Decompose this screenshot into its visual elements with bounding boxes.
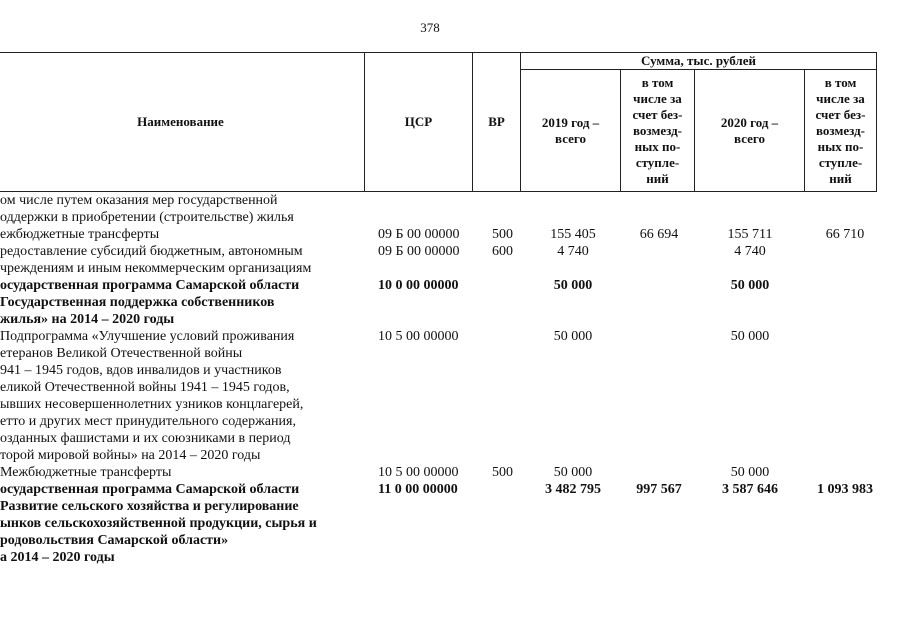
row-2019-total: 50 000 [553, 329, 593, 344]
row-name-line: ом числе путем оказания мер государственной [0, 193, 278, 208]
row-2019-total: 50 000 [553, 278, 593, 293]
row-name-line: родовольствия Самарской области» [0, 533, 229, 548]
row-2020-bezvozmezd: 1 093 983 [817, 482, 873, 497]
table-header [0, 52, 877, 192]
header-line: ных по- [817, 138, 864, 154]
table-row [0, 328, 905, 464]
header-line: числе за [633, 90, 682, 106]
header-name: Наименование [0, 53, 365, 192]
header-2020-total-line: всего [734, 130, 765, 146]
table-row [0, 277, 905, 328]
row-name [0, 192, 362, 226]
header-2019-total [521, 70, 621, 192]
row-name [0, 464, 362, 481]
row-name-line: етто и других мест принудительного содержания, [0, 414, 296, 429]
row-2020-total: 155 711 [727, 227, 773, 242]
header-vr: ВР [473, 53, 521, 192]
table-row [0, 481, 905, 566]
row-name-line: осударственная программа Самарской области [0, 482, 300, 497]
row-2019-total: 155 405 [550, 227, 596, 242]
table-row [0, 243, 905, 277]
row-csr: 10 5 00 00000 [378, 465, 459, 480]
row-csr: 10 5 00 00000 [378, 329, 459, 344]
row-csr: 09 Б 00 00000 [378, 244, 460, 259]
row-name-line: жилья» на 2014 – 2020 годы [0, 312, 175, 327]
header-line: счет без- [815, 106, 866, 122]
table-row [0, 192, 905, 226]
row-name-line: Государственная поддержка собственников [0, 295, 275, 310]
header-2020-total [695, 70, 805, 192]
row-name [0, 328, 362, 464]
header-line: счет без- [632, 106, 683, 122]
header-2020-bezvozmezd [805, 70, 877, 192]
row-name-line: редоставление субсидий бюджетным, автономным [0, 244, 303, 259]
row-vr: 500 [492, 465, 513, 480]
row-2020-total: 50 000 [730, 278, 770, 293]
row-2019-total: 50 000 [553, 465, 593, 480]
row-name-line: етеранов Великой Отечественной войны [0, 346, 243, 361]
row-2019-total: 4 740 [557, 244, 589, 259]
row-name-line: чреждениям и иным некоммерческим организациям [0, 261, 312, 276]
row-2020-total: 3 587 646 [722, 482, 778, 497]
row-name [0, 243, 362, 277]
header-2019-bezvozmezd [621, 70, 695, 192]
row-name-line: осударственная программа Самарской области [0, 278, 300, 293]
row-2019-bezvozmezd: 66 694 [639, 227, 679, 242]
row-name-line: оддержки в приобретении (строительстве) жилья [0, 210, 294, 225]
row-name-line: ынков сельскохозяйственной продукции, сырья и [0, 516, 317, 531]
row-name-line: торой мировой войны» на 2014 – 2020 годы [0, 448, 261, 463]
row-name-line: 941 – 1945 годов, вдов инвалидов и участников [0, 363, 282, 378]
row-2020-bezvozmezd: 66 710 [825, 227, 865, 242]
header-line: в том [824, 74, 857, 90]
row-vr: 600 [492, 244, 513, 259]
row-csr: 11 0 00 00000 [378, 482, 458, 497]
row-name-line: еликой Отечественной войны 1941 – 1945 годов, [0, 380, 290, 395]
header-line: ступле- [818, 154, 863, 170]
row-name [0, 277, 362, 328]
row-name [0, 226, 362, 243]
header-line: ний [829, 170, 852, 186]
row-2020-total: 4 740 [734, 244, 766, 259]
header-line: ных по- [634, 138, 681, 154]
header-line: возмезд- [816, 122, 865, 138]
header-csr: ЦСР [365, 53, 473, 192]
header-line: ступле- [635, 154, 680, 170]
row-name [0, 481, 362, 566]
row-name-line: озданных фашистами и их союзниками в период [0, 431, 291, 446]
row-name-line: ывших несовершеннолетних узников концлагерей, [0, 397, 304, 412]
header-line: возмезд- [633, 122, 682, 138]
table-body [0, 192, 905, 566]
row-2020-total: 50 000 [730, 465, 770, 480]
row-csr: 10 0 00 00000 [378, 278, 459, 293]
header-line: числе за [816, 90, 865, 106]
table-row [0, 464, 905, 481]
row-name-line: а 2014 – 2020 годы [0, 550, 115, 565]
page-number: 378 [420, 20, 440, 35]
header-line: в том [641, 74, 674, 90]
row-2019-bezvozmezd: 997 567 [636, 482, 682, 497]
header-line: ний [646, 170, 669, 186]
header-2019-total-line: всего [555, 130, 586, 146]
row-name-line: Межбюджетные трансферты [0, 465, 172, 480]
header-2019-total-line: 2019 год – [541, 114, 600, 130]
row-2020-total: 50 000 [730, 329, 770, 344]
row-csr: 09 Б 00 00000 [378, 227, 460, 242]
table-row [0, 226, 905, 243]
row-name-line: ежбюджетные трансферты [0, 227, 160, 242]
row-2019-total: 3 482 795 [545, 482, 601, 497]
row-name-line: Подпрограмма «Улучшение условий проживания [0, 329, 295, 344]
header-2020-total-line: 2020 год – [720, 114, 779, 130]
row-vr: 500 [492, 227, 513, 242]
header-sum-title: Сумма, тыс. рублей [521, 53, 877, 70]
row-name-line: Развитие сельского хозяйства и регулирование [0, 499, 299, 514]
